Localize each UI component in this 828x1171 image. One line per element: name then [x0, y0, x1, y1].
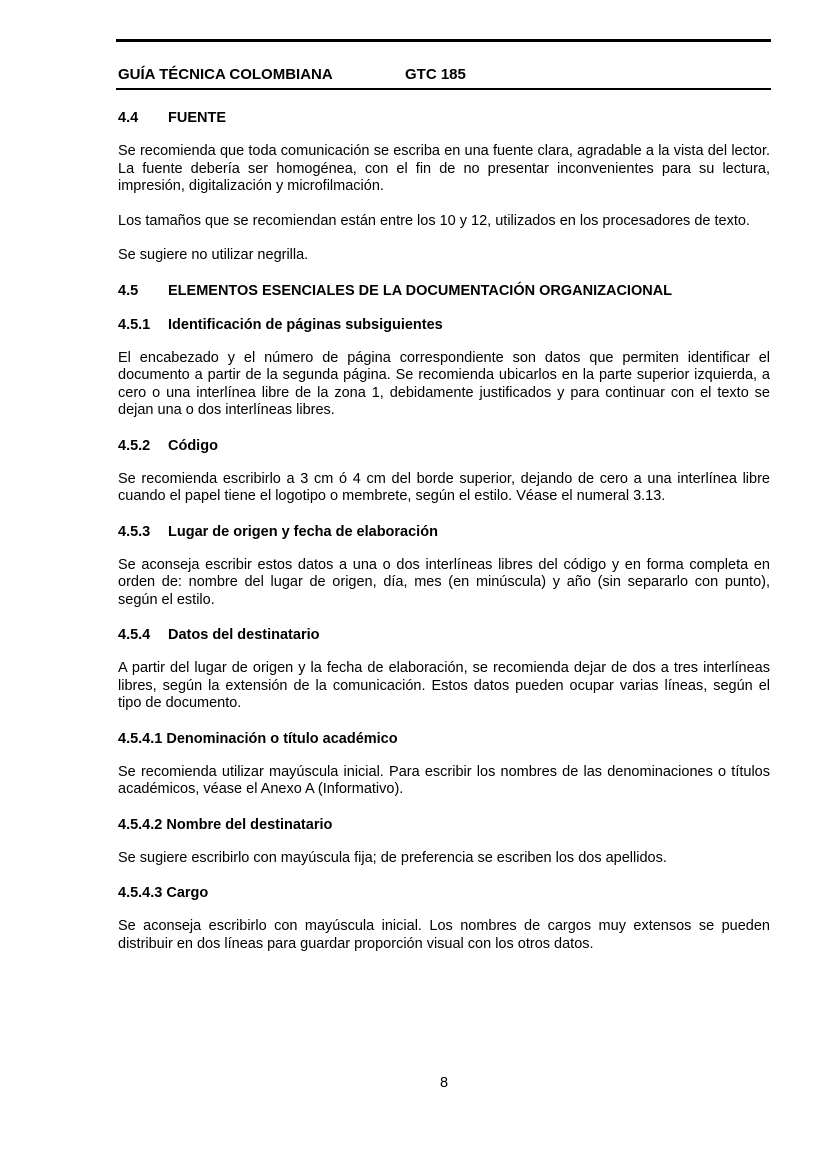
section-number: 4.5.2: [118, 437, 151, 454]
section-number: 4.5.3: [118, 523, 151, 540]
section-title: FUENTE: [168, 110, 226, 126]
paragraph: Se recomienda escribirlo a 3 cm ó 4 cm del borde superior, dejando de cero a una interlínea libre cuando el papel tiene el logotipo o membrete, según el estilo. Véase el numeral 3.13.: [118, 470, 770, 504]
paragraph: Se sugiere escribirlo con mayúscula fija; de preferencia se escriben los dos apellidos.: [118, 849, 667, 866]
paragraph: Los tamaños que se recomiendan están entre los 10 y 12, utilizados en los procesadores de texto.: [118, 212, 750, 229]
document-body: [118, 109, 770, 953]
subsection-heading: [118, 884, 770, 902]
paragraph: Se sugiere no utilizar negrilla.: [118, 247, 309, 263]
paragraph: Se recomienda utilizar mayúscula inicial. Para escribir los nombres de las denominaciones o títulos académicos, véase el Anexo A (Informativo).: [118, 763, 770, 797]
section-heading: [118, 523, 770, 541]
section-title: Lugar de origen y fecha de elaboración: [168, 523, 438, 540]
section-number: 4.4: [118, 110, 139, 126]
section-number: 4.5: [118, 282, 139, 299]
paragraph: El encabezado y el número de página correspondiente son datos que permiten identificar el documento a partir de la segunda página. Se recomienda ubicarlos en la parte superior izquierda, a cero o una interlínea libre de la zona 1, debidamente justificados y para continuar con el texto se dejan una o dos interlíneas libres.: [118, 349, 770, 418]
header-bottom-rule: [116, 88, 771, 90]
paragraph: Se recomienda que toda comunicación se escriba en una fuente clara, agradable a la vista del lector. La fuente debería ser homogénea, con el fin de no presentar inconvenientes para su lectura, impresión, digitalización y microfilmación.: [118, 143, 770, 194]
section-heading: [118, 437, 770, 455]
header-title: GUÍA TÉCNICA COLOMBIANA: [118, 66, 333, 83]
subsection-heading: [118, 730, 770, 748]
subsection-heading: [118, 816, 770, 834]
section-title: Datos del destinatario: [168, 627, 320, 643]
section-number: 4.5.4: [118, 627, 151, 643]
section-title: Cargo: [166, 885, 209, 901]
section-number: 4.5.4.3: [118, 885, 163, 901]
section-title: Nombre del destinatario: [166, 816, 333, 833]
section-heading: [118, 316, 770, 334]
section-heading: [118, 282, 770, 300]
paragraph: Se aconseja escribir estos datos a una o dos interlíneas libres del código y en forma completa en orden de: nombre del lugar de origen, día, mes (en minúscula) y año (sin separarlo con punto), según el estilo.: [118, 556, 770, 608]
section-title: ELEMENTOS ESENCIALES DE LA DOCUMENTACIÓN ORGANIZACIONAL: [168, 282, 673, 299]
section-number: 4.5.4.1: [118, 730, 163, 747]
paragraph: Se aconseja escribirlo con mayúscula inicial. Los nombres de cargos muy extensos se pueden distribuir en dos líneas para guardar proporción visual con los otros datos.: [118, 918, 770, 952]
header-top-rule: [116, 39, 771, 42]
header-code: GTC 185: [405, 66, 466, 83]
section-number: 4.5.4.2: [118, 816, 163, 833]
section-title: Código: [168, 437, 218, 454]
section-title: Denominación o título académico: [166, 730, 398, 747]
paragraph: A partir del lugar de origen y la fecha de elaboración, se recomienda dejar de dos a tres interlíneas libres, según la extensión de la comunicación. Estos datos pueden ocupar varias líneas, según el tipo de documento.: [118, 660, 770, 711]
section-title: Identificación de páginas subsiguientes: [168, 316, 443, 333]
section-heading: [118, 626, 770, 644]
page-number: 8: [439, 1075, 449, 1091]
section-heading: [118, 109, 770, 127]
section-number: 4.5.1: [118, 316, 151, 333]
